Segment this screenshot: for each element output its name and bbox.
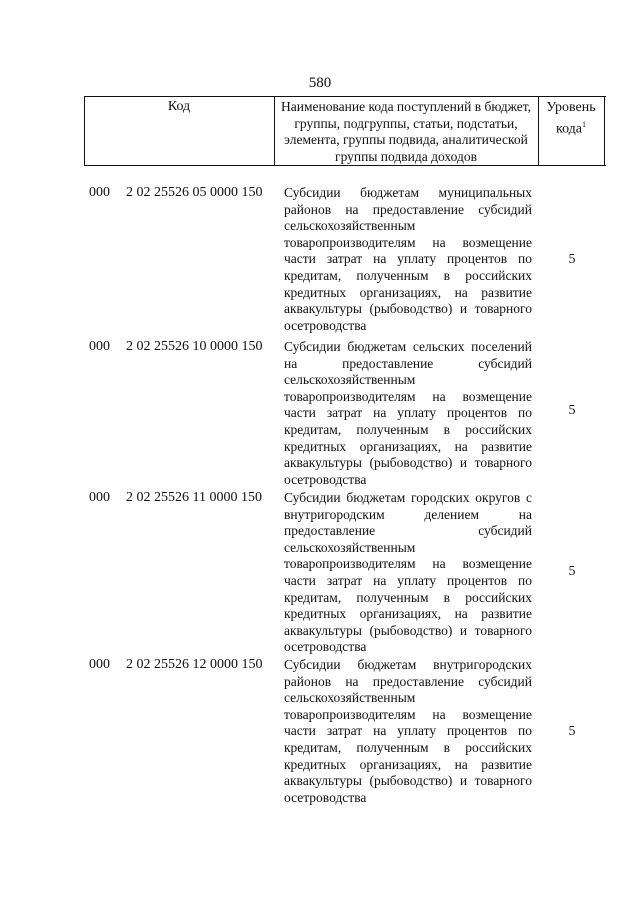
- header-name: Наименование кода поступлений в бюджет, группы, подгруппы, статьи, подстатьи, элемента, группы подвида, аналитической группы подвида доходов: [280, 99, 531, 164]
- admin-code: 000: [89, 185, 110, 200]
- code-level: 5: [568, 564, 576, 579]
- income-code: 2 02 25526 12 0000 150: [126, 657, 263, 672]
- header-level-text: Уровень кода: [546, 100, 596, 137]
- header-divider: [604, 97, 605, 165]
- income-code: 2 02 25526 10 0000 150: [126, 339, 263, 354]
- table-header: [84, 96, 606, 166]
- admin-code: 000: [89, 657, 110, 672]
- code-level: 5: [568, 724, 576, 739]
- income-name: Субсидии бюджетам муниципальных районов на предоставление субсидий сельскохозяйственным товаропроизводителям на возмещение части затрат на уплату процентов по кредитам, полученным в российских кредитных организациях, на развитие аквакультуры (рыбоводство) и товарного осетроводства: [284, 185, 532, 333]
- income-code: 2 02 25526 05 0000 150: [126, 185, 263, 200]
- header-code: Код: [167, 99, 191, 114]
- code-level: 5: [568, 403, 576, 418]
- income-code: 2 02 25526 11 0000 150: [126, 490, 262, 505]
- page-number: 580: [308, 75, 332, 91]
- header-divider: [274, 97, 275, 165]
- income-name: Субсидии бюджетам внутригородских районов на предоставление субсидий сельскохозяйственным товаропроизводителям на возмещение части затрат на уплату процентов по кредитам, полученным в российских кредитных организациях, на развитие аквакультуры (рыбоводство) и товарного осетроводства: [284, 657, 532, 805]
- header-level-footnote: 1: [582, 120, 587, 129]
- header-level: [539, 99, 603, 138]
- code-level: 5: [568, 252, 576, 267]
- income-name: Субсидии бюджетам городских округов с внутригородским делением на предоставление субсидий сельскохозяйственным товаропроизводителям на возмещение части затрат на уплату процентов по кредитам, полученным в российских кредитных организациях, на развитие аквакультуры (рыбоводство) и товарного осетроводства: [284, 490, 532, 655]
- income-name: Субсидии бюджетам сельских поселений на предоставление субсидий сельскохозяйственным товаропроизводителям на возмещение части затрат на уплату процентов по кредитам, полученным в российских кредитных организациях, на развитие аквакультуры (рыбоводство) и товарного осетроводства: [284, 339, 532, 487]
- admin-code: 000: [89, 490, 110, 505]
- admin-code: 000: [89, 339, 110, 354]
